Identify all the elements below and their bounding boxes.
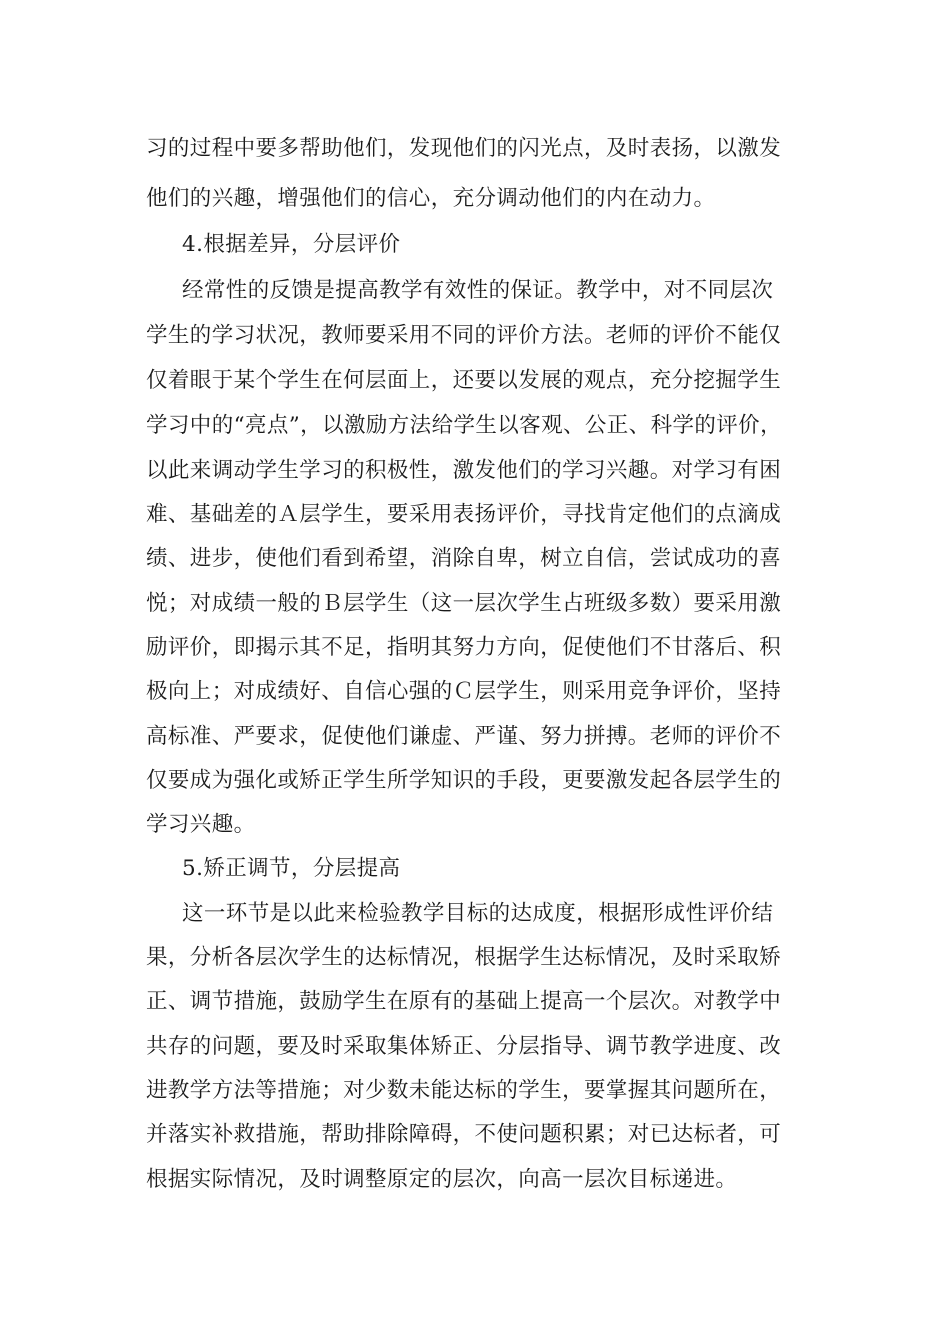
paragraph-line: 学生的学习状况，教师要采用不同的评价方法。老师的评价不能仅	[146, 323, 782, 348]
paragraph-line: 仅要成为强化或矫正学生所学知识的手段，更要激发起各层学生的	[146, 768, 782, 793]
paragraph-line: 以此来调动学生学习的积极性，激发他们的学习兴趣。对学习有困	[146, 458, 782, 483]
paragraph-line: 学习兴趣。	[146, 812, 256, 837]
paragraph-line: 仅着眼于某个学生在何层面上，还要以发展的观点，充分挖掘学生	[146, 368, 782, 393]
paragraph-line: 根据实际情况，及时调整原定的层次，向高一层次目标递进。	[146, 1167, 738, 1192]
paragraph-line: 励评价，即揭示其不足，指明其努力方向，促使他们不甘落后、积	[146, 635, 782, 660]
paragraph-line: 习的过程中要多帮助他们，发现他们的闪光点，及时表扬，以激发	[146, 136, 782, 161]
paragraph-line: 他们的兴趣，增强他们的信心，充分调动他们的内在动力。	[146, 186, 716, 211]
paragraph-line: 极向上；对成绩好、自信心强的Ｃ层学生，则采用竞争评价，坚持	[146, 679, 782, 704]
section-heading-5: 5.矫正调节，分层提高	[182, 856, 401, 881]
paragraph-line: 共存的问题，要及时采取集体矫正、分层指导、调节教学进度、改	[146, 1034, 782, 1059]
paragraph-line: 学习中的“亮点”，以激励方法给学生以客观、公正、科学的评价，	[146, 413, 782, 438]
paragraph-line: 并落实补救措施，帮助排除障碍，不使问题积累；对已达标者，可	[146, 1122, 782, 1147]
paragraph-line: 进教学方法等措施；对少数未能达标的学生，要掌握其问题所在，	[146, 1078, 782, 1103]
paragraph-line: 悦；对成绩一般的Ｂ层学生（这一层次学生占班级多数）要采用激	[146, 591, 782, 616]
paragraph-line: 高标准、严要求，促使他们谦虚、严谨、努力拼搏。老师的评价不	[146, 724, 782, 749]
paragraph-line: 绩、进步，使他们看到希望，消除自卑，树立自信，尝试成功的喜	[146, 546, 782, 571]
paragraph-line: 经常性的反馈是提高教学有效性的保证。教学中，对不同层次	[182, 278, 774, 303]
paragraph-line: 果，分析各层次学生的达标情况，根据学生达标情况，及时采取矫	[146, 945, 782, 970]
paragraph-line: 正、调节措施，鼓励学生在原有的基础上提高一个层次。对教学中	[146, 989, 782, 1014]
paragraph-line: 难、基础差的Ａ层学生，要采用表扬评价，寻找肯定他们的点滴成	[146, 502, 782, 527]
section-heading-4: 4.根据差异，分层评价	[182, 232, 401, 257]
paragraph-line: 这一环节是以此来检验教学目标的达成度，根据形成性评价结	[182, 901, 774, 926]
